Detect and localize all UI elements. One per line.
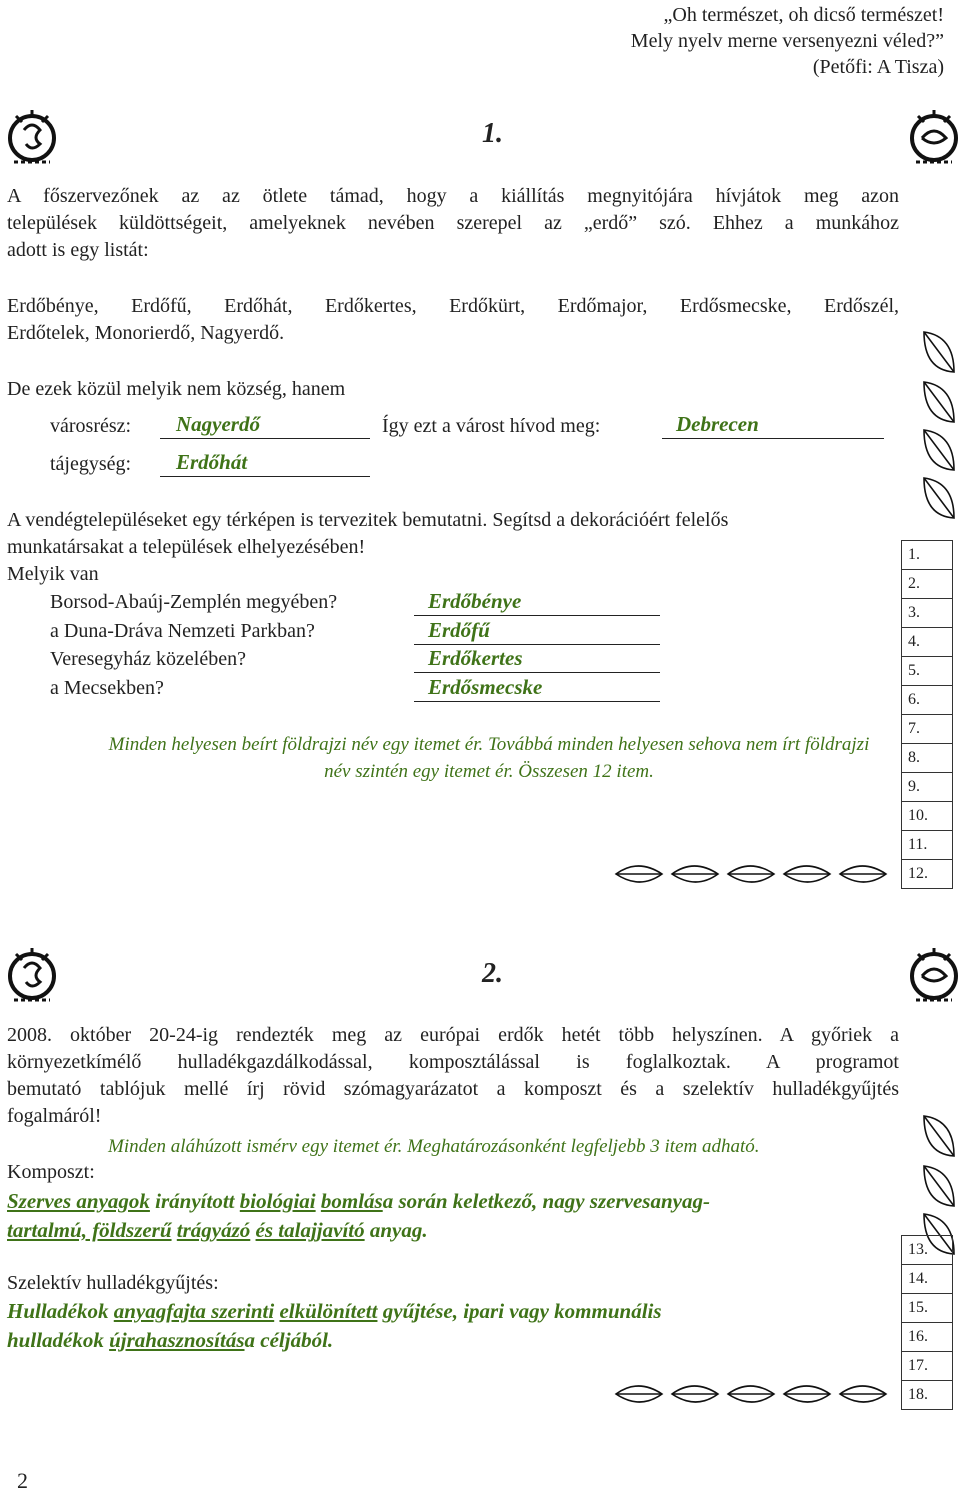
varosresz-label: városrész: <box>50 415 132 437</box>
question-4: a Mecsekben? <box>50 677 164 699</box>
task-number: 2. <box>482 958 503 989</box>
task-number: 1. <box>482 118 503 149</box>
score-cell[interactable]: 13. <box>908 1241 928 1258</box>
score-cell[interactable]: 1. <box>908 546 920 563</box>
szelektiv-label: Szelektív hulladékgyűjtés: <box>7 1272 219 1294</box>
criterion: és talajjavító <box>255 1218 365 1242</box>
text-span: a céljából. <box>244 1328 334 1352</box>
score-box-2 <box>901 1235 953 1410</box>
text-span: nagy szervesanyag- <box>542 1189 710 1213</box>
epigraph-line1: „Oh természet, oh dicső természet! <box>663 4 944 26</box>
answer-4: Erdősmecske <box>428 675 543 699</box>
criterion: Szerves anyagok <box>7 1189 150 1213</box>
criterion: tartalmú, földszerű <box>7 1218 172 1242</box>
score-cell[interactable]: 16. <box>902 1322 952 1351</box>
text-span: irányított <box>149 1189 240 1213</box>
score-box-1 <box>901 540 953 889</box>
score-cell[interactable]: 3. <box>902 598 952 627</box>
list-line: Erdőbénye, Erdőfű, Erdőhát, Erdőkertes, Erdőkürt, Erdőmajor, Erdősmecske, Erdőszél, <box>7 295 899 317</box>
tajegyseg-answer: Erdőhát <box>176 450 248 474</box>
criterion: bomlás <box>320 1189 383 1213</box>
score-cell[interactable]: 17. <box>902 1351 952 1380</box>
intro-line: 2008. október 20-24-ig rendezték meg az európai erdők hetét több helyszínen. A győriek a <box>7 1024 899 1046</box>
intro-line: bemutató tablójuk mellé írj rövid szómagyarázatot a komposzt és a szelektív hulladékgyűjtés <box>7 1078 899 1100</box>
text-span: anyag. <box>364 1218 428 1242</box>
scoring-note: Minden aláhúzott ismérv egy itemet ér. Meghatározásonként legfeljebb 3 item adható. <box>108 1136 760 1157</box>
score-cell[interactable]: 10. <box>902 801 952 830</box>
settlement-list <box>7 293 899 347</box>
criterion: biológiai <box>239 1189 316 1213</box>
szelektiv-definition <box>7 1297 887 1355</box>
komposzt-definition <box>7 1187 887 1245</box>
page-number: 2 <box>17 1468 28 1493</box>
leaf-icon <box>612 1376 902 1412</box>
score-cell[interactable]: 9. <box>902 772 952 801</box>
criterion: újrahasznosítás <box>109 1328 245 1352</box>
question-2: a Duna-Dráva Nemzeti Parkban? <box>50 620 315 642</box>
answer-2: Erdőfű <box>428 618 490 642</box>
ornament-logo-icon <box>908 108 960 166</box>
list-line: Erdőtelek, Monorierdő, Nagyerdő. <box>7 322 285 344</box>
note-line: név szintén egy itemet ér. Összesen 12 item. <box>324 761 654 782</box>
text-span: Hulladékok <box>7 1299 114 1323</box>
intro-line: A főszervezőnek az az ötlete támad, hogy a kiállítás megnyitójára hívjátok meg azon <box>7 185 899 207</box>
text-span: gyűjtése, ipari vagy kommunális <box>377 1299 662 1323</box>
score-cell[interactable]: 7. <box>902 714 952 743</box>
question-3: Veresegyház közelében? <box>50 648 246 670</box>
question-1: Borsod-Abaúj-Zemplén megyében? <box>50 591 338 613</box>
epigraph-source: (Petőfi: A Tisza) <box>812 56 944 78</box>
answer-3: Erdőkertes <box>428 646 523 670</box>
city-label: Így ezt a várost hívod meg: <box>382 415 601 437</box>
ornament-logo-icon <box>6 108 58 166</box>
epigraph <box>631 2 944 80</box>
criterion: trágyázó <box>176 1218 251 1242</box>
answer-1: Erdőbénye <box>428 589 522 613</box>
task2-intro <box>7 1022 899 1130</box>
leaf-icon <box>612 856 902 892</box>
score-cell[interactable]: 6. <box>902 685 952 714</box>
score-cell[interactable]: 18. <box>902 1380 952 1409</box>
score-cell[interactable]: 15. <box>902 1293 952 1322</box>
question: De ezek közül melyik nem község, hanem <box>7 378 346 400</box>
epigraph-line2: Mely nyelv merne versenyezni véled?” <box>630 30 944 52</box>
text-span: hulladékok <box>7 1328 110 1352</box>
score-cell[interactable]: 4. <box>902 627 952 656</box>
city-answer: Debrecen <box>676 412 759 436</box>
note-line: Minden helyesen beírt földrajzi név egy itemet ér. Továbbá minden helyesen sehova nem írt földrajzi <box>108 734 870 755</box>
map-line: munkatársakat a települések elhelyezésében! <box>7 536 366 558</box>
ornament-logo-icon <box>908 946 960 1004</box>
task1-intro <box>7 183 899 264</box>
ornament-logo-icon <box>6 946 58 1004</box>
which-line: Melyik van <box>7 563 99 585</box>
score-cell[interactable]: 11. <box>902 830 952 859</box>
text-span: a során keletkező, <box>382 1189 543 1213</box>
score-cell[interactable]: 8. <box>902 743 952 772</box>
criterion: elkülönített <box>279 1299 378 1323</box>
varosresz-answer: Nagyerdő <box>176 412 260 436</box>
scoring-note <box>86 731 892 785</box>
tajegyseg-label: tájegység: <box>50 453 132 475</box>
intro-line: adott is egy listát: <box>7 239 149 261</box>
score-cell[interactable]: 12. <box>902 859 952 888</box>
intro-line: fogalmáról! <box>7 1105 102 1127</box>
score-cell[interactable]: 14. <box>902 1264 952 1293</box>
map-instructions <box>7 507 887 588</box>
map-line: A vendégtelepüléseket egy térképen is tervezitek bemutatni. Segítsd a dekorációért felelős <box>7 509 729 531</box>
score-cell[interactable]: 5. <box>902 656 952 685</box>
score-cell[interactable]: 2. <box>902 569 952 598</box>
criterion: anyagfajta szerinti <box>113 1299 275 1323</box>
leaf-icon <box>918 326 960 526</box>
intro-line: környezetkímélő hulladékgazdálkodással, komposztálással is foglalkoztak. A programot <box>7 1051 899 1073</box>
komposzt-label: Komposzt: <box>7 1161 95 1183</box>
intro-line: települések küldöttségeit, amelyeknek nevében szerepel az „erdő” szó. Ehhez a munkához <box>7 212 899 234</box>
